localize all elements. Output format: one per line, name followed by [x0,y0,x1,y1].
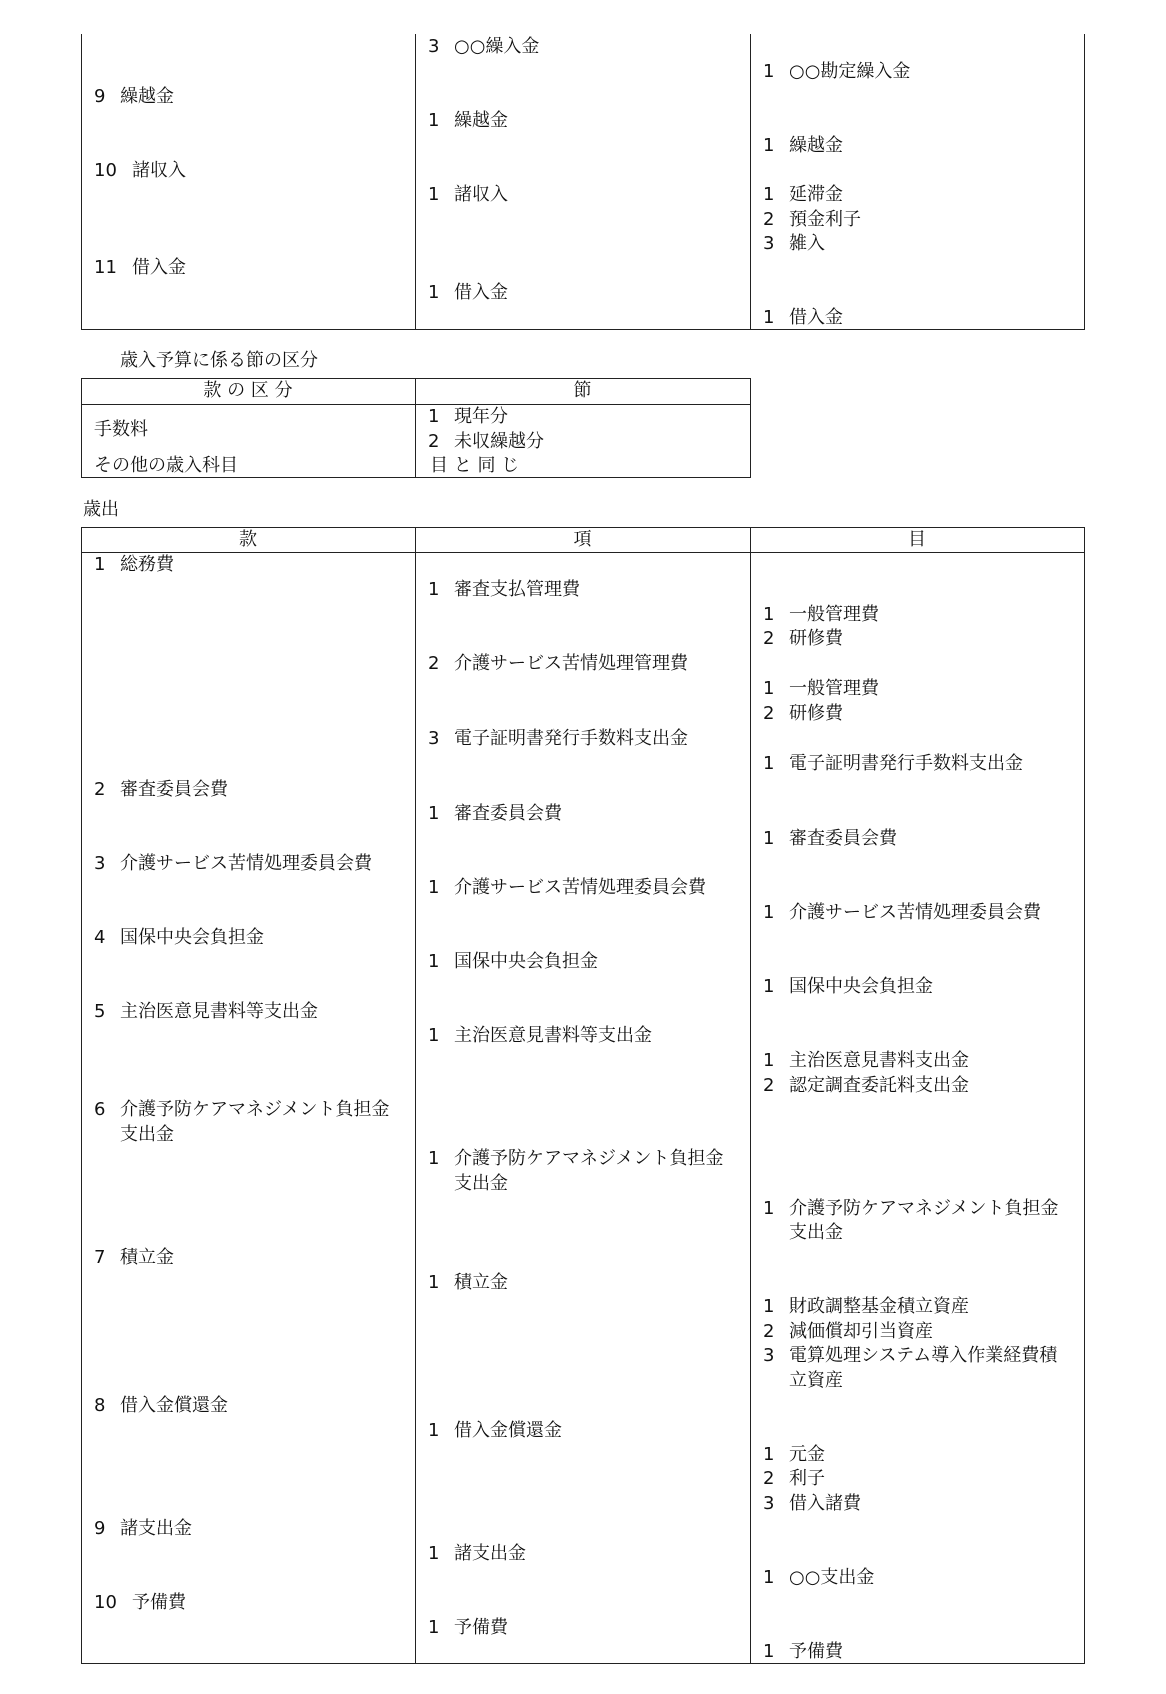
column-divider [750,34,751,330]
column-divider [750,527,751,1664]
list-item: 1 諸収入 [428,184,508,205]
list-item: 1 諸支出金 [428,1543,526,1564]
list-item: 1 審査委員会費 [428,803,562,824]
list-item: 2 研修費 [763,703,843,724]
list-item: 1 借入金 [428,282,508,303]
list-item: 1 介護サービス苦情処理委員会費 [763,902,1041,923]
section-heading: 歳入予算に係る節の区分 [120,350,318,371]
list-item: 10 諸収入 [94,160,186,181]
list-item: 9 繰越金 [94,86,174,107]
list-item-continued: 支出金 [454,1173,508,1194]
list-item: 1 一般管理費 [763,678,879,699]
list-item: 8 借入金償還金 [94,1395,228,1416]
list-item: 1 主治医意見書料支出金 [763,1050,969,1071]
list-item: 1 国保中央会負担金 [428,951,598,972]
list-item: 1 財政調整基金積立資産 [763,1296,969,1317]
list-item-continued: 支出金 [120,1124,174,1145]
list-item: 2 介護サービス苦情処理管理費 [428,653,688,674]
list-item: 2 研修費 [763,628,843,649]
list-item: 3 電子証明書発行手数料支出金 [428,728,688,749]
section-heading: 歳出 [83,499,119,520]
list-item: 1 借入金 [763,307,843,328]
list-item: 2 未収繰越分 [428,431,544,452]
list-item: 1 介護予防ケアマネジメント負担金 [428,1148,724,1169]
list-item: 1 一般管理費 [763,604,879,625]
list-item: 2 認定調査委託料支出金 [763,1075,969,1096]
list-item: 2 審査委員会費 [94,779,228,800]
list-item: 11 借入金 [94,257,186,278]
list-item: 1 繰越金 [428,110,508,131]
list-item: 2 減価償却引当資産 [763,1321,933,1342]
list-item: 3 借入諸費 [763,1493,861,1514]
list-item: 3 電算処理システム導入作業経費積 [763,1345,1058,1366]
list-item: 1 借入金償還金 [428,1420,562,1441]
list-item: 1 介護サービス苦情処理委員会費 [428,877,706,898]
list-item: 5 主治医意見書料等支出金 [94,1001,318,1022]
list-item: 1 審査委員会費 [763,828,897,849]
list-item: 7 積立金 [94,1247,174,1268]
list-item: 4 国保中央会負担金 [94,927,264,948]
list-item: 9 諸支出金 [94,1518,192,1539]
table-cell: 目 と 同 じ [430,455,520,476]
list-item: 1 ○○勘定繰入金 [763,61,911,82]
column-header: 目 [908,529,926,550]
list-item: 1 ○○支出金 [763,1567,875,1588]
table-cell: 手数料 [94,419,148,440]
column-header: 節 [573,380,592,401]
list-item: 1 繰越金 [763,135,843,156]
header-divider [81,552,1085,553]
list-item: 10 予備費 [94,1592,186,1613]
column-header: 款 [239,529,257,550]
list-item: 1 電子証明書発行手数料支出金 [763,753,1023,774]
list-item: 1 予備費 [763,1641,843,1662]
table-border-bottom [81,329,1085,330]
list-item: 1 現年分 [428,406,508,427]
list-item: 1 予備費 [428,1617,508,1638]
list-item: 2 預金利子 [763,209,861,230]
list-item-continued: 支出金 [789,1222,843,1243]
table-cell: その他の歳入科目 [94,455,238,476]
list-item-continued: 立資産 [789,1370,843,1391]
column-divider [415,527,416,1664]
header-divider [81,404,751,405]
list-item: 1 積立金 [428,1272,508,1293]
column-divider [415,34,416,330]
list-item: 1 延滞金 [763,184,843,205]
list-item: 3 ○○繰入金 [428,36,540,57]
list-item: 2 利子 [763,1468,825,1489]
list-item: 1 審査支払管理費 [428,579,580,600]
table-border-right [1084,34,1085,330]
list-item: 1 国保中央会負担金 [763,976,933,997]
list-item: 1 主治医意見書料等支出金 [428,1025,652,1046]
list-item: 6 介護予防ケアマネジメント負担金 [94,1099,390,1120]
list-item: 1 元金 [763,1444,825,1465]
list-item: 1 介護予防ケアマネジメント負担金 [763,1198,1059,1219]
list-item: 3 雑入 [763,233,825,254]
column-header: 款 の 区 分 [203,380,293,401]
list-item: 3 介護サービス苦情処理委員会費 [94,853,372,874]
column-header: 項 [573,529,592,550]
list-item: 1 総務費 [94,554,174,575]
table-border-left [81,34,82,330]
